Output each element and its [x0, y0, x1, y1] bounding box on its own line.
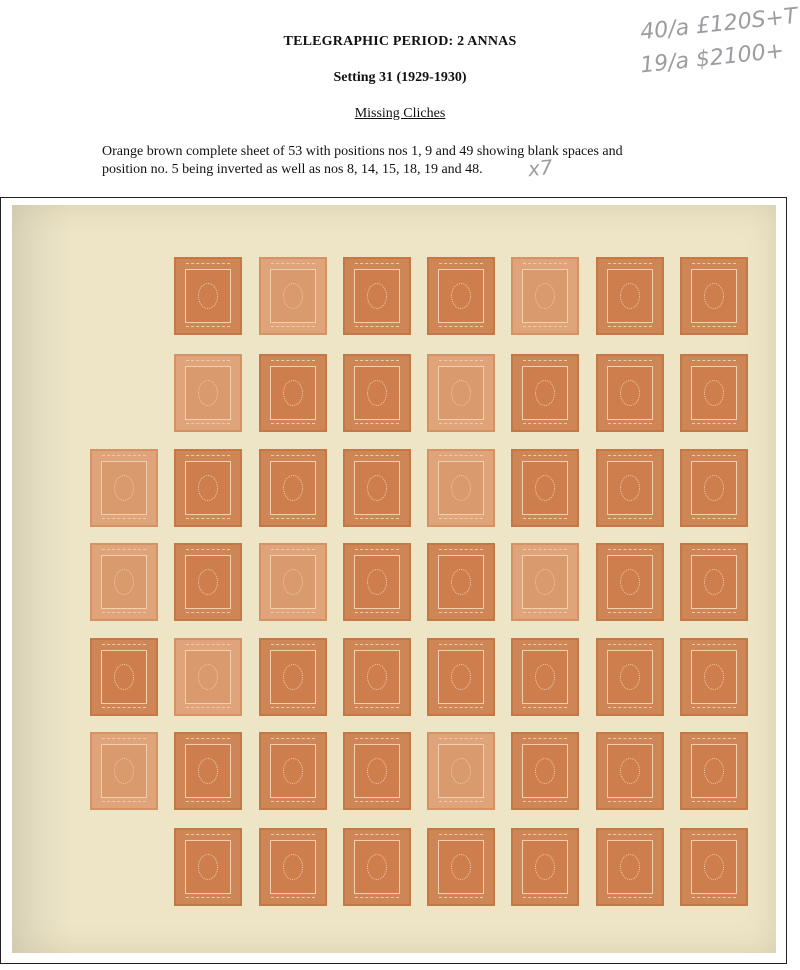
- description-line-2: position no. 5 being inverted as well as nos 8, 14, 15, 18, 19 and 48.: [102, 162, 483, 177]
- stamp: [90, 638, 158, 716]
- stamp: [596, 257, 664, 335]
- stamp: [680, 449, 748, 527]
- stamp: [511, 543, 579, 621]
- stamp: [680, 354, 748, 432]
- stamp: [90, 449, 158, 527]
- stamp: [511, 257, 579, 335]
- stamp: [259, 449, 327, 527]
- stamp: [680, 257, 748, 335]
- stamp: [680, 638, 748, 716]
- stamp: [343, 449, 411, 527]
- stamp: [259, 543, 327, 621]
- stamp: [343, 354, 411, 432]
- stamp: [427, 257, 495, 335]
- stamp: [90, 732, 158, 810]
- stamp: [343, 543, 411, 621]
- stamp-sheet: [12, 205, 776, 953]
- pencil-note-count: x7: [526, 154, 554, 182]
- stamp: [427, 543, 495, 621]
- stamp: [343, 638, 411, 716]
- stamp: [343, 257, 411, 335]
- stamp: [427, 449, 495, 527]
- setting-subtitle: Setting 31 (1929-1930): [333, 70, 467, 85]
- stamp: [596, 449, 664, 527]
- stamp: [511, 354, 579, 432]
- description: [102, 143, 702, 182]
- stamp: [174, 828, 242, 906]
- stamp: [259, 732, 327, 810]
- stamp: [511, 638, 579, 716]
- stamp: [174, 257, 242, 335]
- stamp: [596, 543, 664, 621]
- stamp: [343, 828, 411, 906]
- stamp: [259, 354, 327, 432]
- stamp: [596, 354, 664, 432]
- stamp: [427, 732, 495, 810]
- stamp: [174, 732, 242, 810]
- stamp: [174, 449, 242, 527]
- stamp: [174, 354, 242, 432]
- description-line-1: Orange brown complete sheet of 53 with positions nos 1, 9 and 49 showing blank spaces and: [102, 144, 623, 159]
- section-heading: Missing Cliches: [354, 106, 446, 121]
- stamp: [427, 354, 495, 432]
- stamp: [174, 543, 242, 621]
- stamp: [511, 449, 579, 527]
- stamp: [259, 828, 327, 906]
- pencil-note-price-2: 19/a $2100+: [639, 38, 786, 79]
- stamp: [427, 828, 495, 906]
- stamp: [511, 732, 579, 810]
- stamp: [427, 638, 495, 716]
- stamp: [680, 828, 748, 906]
- page-title: TELEGRAPHIC PERIOD: 2 ANNAS: [283, 34, 517, 49]
- pencil-note-price-1: 40/a £120S+T: [639, 3, 799, 46]
- stamp: [596, 828, 664, 906]
- stamp: [174, 638, 242, 716]
- stamp: [259, 638, 327, 716]
- stamp: [596, 732, 664, 810]
- stamp: [343, 732, 411, 810]
- stamp: [596, 638, 664, 716]
- stamp: [680, 543, 748, 621]
- stamp: [680, 732, 748, 810]
- stamp: [259, 257, 327, 335]
- stamp: [90, 543, 158, 621]
- stamp: [511, 828, 579, 906]
